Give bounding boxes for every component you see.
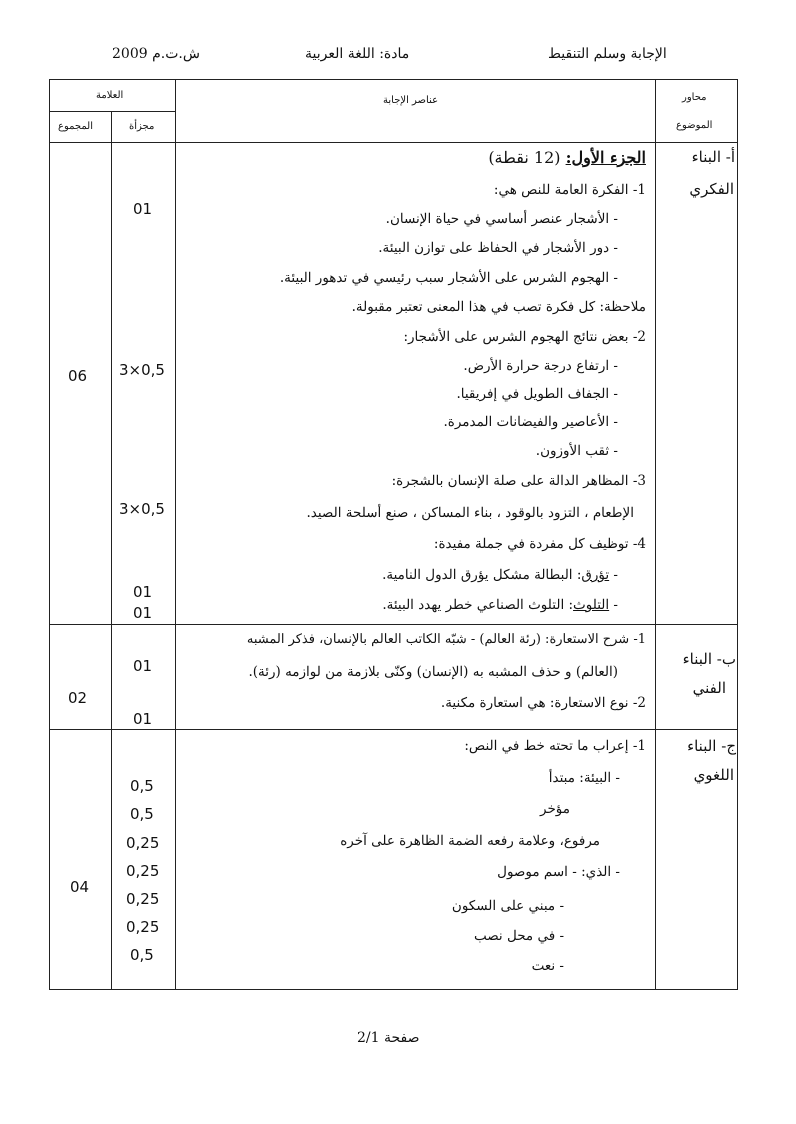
section-c-question: 1- إعراب ما تحته خط في النص: xyxy=(464,738,646,754)
axes-column-divider xyxy=(655,79,656,990)
partial-mark: 01 xyxy=(133,604,153,622)
q2-item: - الأعاصير والفيضانات المدمرة. xyxy=(443,414,618,430)
header-bottom-border xyxy=(49,142,738,143)
question-2: 2- بعض نتائج الهجوم الشرس على الأشجار: xyxy=(403,329,646,345)
q4-sentence: : التلوث الصناعي خطر يهدد البيئة. xyxy=(382,597,574,613)
question-1: 1- الفكرة العامة للنص هي: xyxy=(493,182,646,198)
q4-word: التلوث xyxy=(573,597,610,613)
question-4: 4- توظيف كل مفردة في جملة مفيدة: xyxy=(433,536,646,552)
section-c-total: 04 xyxy=(70,878,90,896)
partial-mark: 0,25 xyxy=(126,862,160,880)
q1-item: - دور الأشجار في الحفاظ على توازن البيئة. xyxy=(378,240,618,256)
section-b-q1-line2: (العالم) و حذف المشبه به (الإنسان) وكنّى بلازمة من لوازمه (رئة). xyxy=(248,664,618,680)
parse-line: - البيئة: مبتدأ xyxy=(548,770,620,786)
partial-mark: 01 xyxy=(133,583,153,601)
partial-mark: 3×0,5 xyxy=(119,500,165,518)
page-number: صفحة 2/1 xyxy=(357,1030,420,1046)
partial-mark: 0,25 xyxy=(126,834,160,852)
q4-item: - تؤرق: البطالة مشكل يؤرق الدول النامية. xyxy=(382,567,618,583)
section-c-axis-line1: ج- البناء xyxy=(687,737,736,755)
section-b-bottom-border xyxy=(49,729,738,730)
partial-mark: 0,25 xyxy=(126,890,160,908)
part-title-label: الجزء الأول: xyxy=(565,148,646,167)
table-right-border xyxy=(737,79,738,990)
mark-header-divider xyxy=(49,111,175,112)
part-title xyxy=(488,148,646,167)
q1-item: - الأشجار عنصر أساسي في حياة الإنسان. xyxy=(385,211,618,227)
table-left-border xyxy=(49,79,50,990)
header-year: ش.ت.م 2009 xyxy=(112,46,200,62)
section-b-total: 02 xyxy=(68,689,88,707)
parse-line: - نعت xyxy=(531,958,564,974)
parse-line: - مبني على السكون xyxy=(451,898,564,914)
q4-item: - التلوث: التلوث الصناعي خطر يهدد البيئة. xyxy=(382,597,618,613)
section-b-q2: 2- نوع الاستعارة: هي استعارة مكنية. xyxy=(440,695,646,711)
axes-heading-line1: محاور xyxy=(682,92,707,103)
elements-heading: عناصر الإجابة xyxy=(383,95,439,106)
q4-word: تؤرق xyxy=(581,567,610,583)
total-column-divider xyxy=(111,111,112,990)
part-points: (12 نقطة) xyxy=(488,148,561,167)
table-bottom-border xyxy=(49,989,738,990)
partial-mark: 0,5 xyxy=(130,946,154,964)
note: ملاحظة: كل فكرة تصب في هذا المعنى تعتبر مقبولة. xyxy=(351,299,646,315)
parse-line: مرفوع، وعلامة رفعه الضمة الظاهرة على آخره xyxy=(340,833,600,849)
section-a-axis-line1: أ- البناء xyxy=(691,148,735,166)
q4-sentence: : البطالة مشكل يؤرق الدول النامية. xyxy=(382,567,582,583)
header-title: الإجابة وسلم التنقيط xyxy=(548,46,667,62)
section-a-axis-line2: الفكري xyxy=(689,180,734,198)
mark-heading: العلامة xyxy=(96,90,124,101)
section-b-axis-line1: ب- البناء xyxy=(682,650,736,668)
table-top-border xyxy=(49,79,738,80)
header-subject: مادة: اللغة العربية xyxy=(305,46,410,62)
section-b-q1-line1: 1- شرح الاستعارة: (رئة العالم) - شبّه الكاتب العالم بالإنسان، فذكر المشبه xyxy=(246,632,646,647)
q3-answer: الإطعام ، التزود بالوقود ، بناء المساكن ، صنع أسلحة الصيد. xyxy=(306,505,634,521)
q2-item: - ارتفاع درجة حرارة الأرض. xyxy=(463,358,618,374)
axes-heading-line2: الموضوع xyxy=(676,120,713,131)
partial-mark: 01 xyxy=(133,710,153,728)
section-c-axis-line2: اللغوي xyxy=(693,766,734,784)
partial-heading: مجزأة xyxy=(129,121,155,132)
partial-mark: 0,25 xyxy=(126,918,160,936)
partial-mark: 3×0,5 xyxy=(119,361,165,379)
section-b-axis-line2: الفني xyxy=(692,679,726,697)
question-3: 3- المظاهر الدالة على صلة الإنسان بالشجرة: xyxy=(391,473,646,489)
section-a-bottom-border xyxy=(49,624,738,625)
parse-line: مؤخر xyxy=(540,801,570,817)
q1-item: - الهجوم الشرس على الأشجار سبب رئيسي في تدهور البيئة. xyxy=(279,270,618,286)
partial-mark: 0,5 xyxy=(130,777,154,795)
q2-item: - ثقب الأوزون. xyxy=(535,443,618,459)
total-heading: المجموع xyxy=(58,121,93,132)
section-a-total: 06 xyxy=(68,367,88,385)
q2-item: - الجفاف الطويل في إفريقيا. xyxy=(456,386,618,402)
parse-line: - الذي: - اسم موصول xyxy=(497,864,620,880)
partial-mark: 01 xyxy=(133,657,153,675)
partial-mark: 01 xyxy=(133,200,153,218)
partial-mark: 0,5 xyxy=(130,805,154,823)
parse-line: - في محل نصب xyxy=(473,928,564,944)
marks-column-divider xyxy=(175,79,176,990)
